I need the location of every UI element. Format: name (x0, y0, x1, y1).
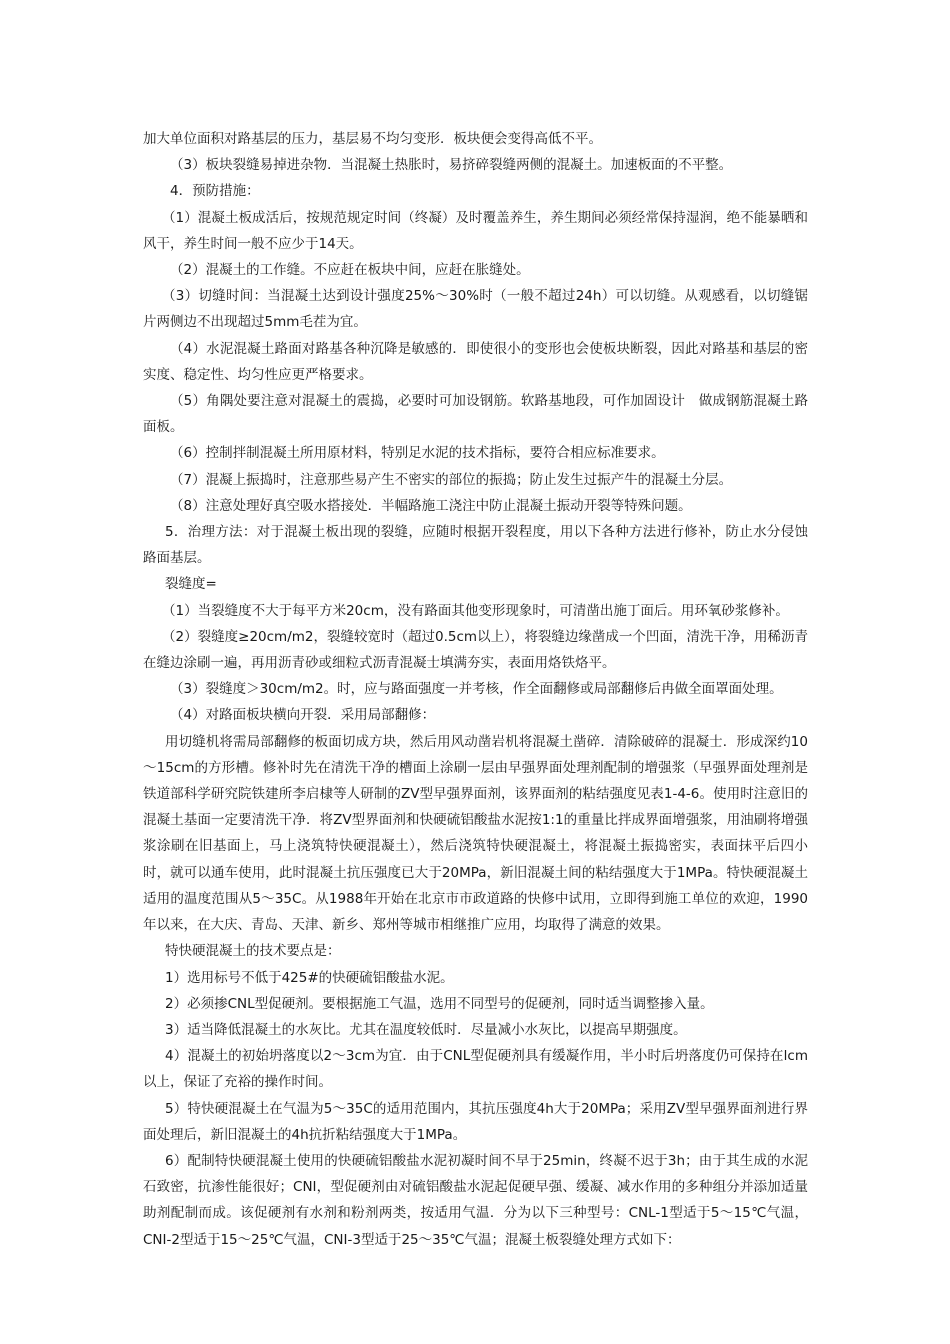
section-heading: 特快硬混凝土的技术要点是： (165, 943, 341, 960)
paragraph: （2）混凝土的工作缝。不应赶在板块中间，应赶在胀缝处。 (170, 262, 530, 279)
paragraph: （3）板块裂缝易掉进杂物．当混凝土热胀时，易挤碎裂缝两侧的混凝土。加速板面的不平整。 (170, 157, 733, 174)
paragraph: （7）混凝上振捣时，注意那些易产生不密实的部位的振捣；防止发生过振产牛的混凝土分层。 (170, 471, 733, 488)
document-body (143, 126, 808, 1253)
paragraph: （4）对路面板块横向开裂．采用局部翻修： (170, 707, 436, 724)
paragraph: （5）角隅处要注意对混凝土的震捣，必要时可加设钢筋。软路基地段，可作加固设计 做成钢筋混凝土路面板。 (143, 393, 808, 436)
paragraph: （3）切缝时间：当混凝土达到设计强度25%～30%时（一般不超过24h）可以切缝。从观感看，以切缝锯片两侧边不出现超过5mm毛茬为宜。 (143, 288, 808, 331)
list-item: 4）混凝土的初始坍落度以2～3cm为宜．由于CNL型促硬剂具有缓凝作用，半小时后坍落度仍可保持在lcm以上，保证了充裕的操作时间。 (143, 1048, 808, 1091)
formula-label: 裂缝度= (165, 576, 217, 593)
section-heading: 5．治理方法：对于混凝土板出现的裂缝，应随时根据开裂程度，用以下各种方法进行修补，防止水分侵蚀路面基层。 (143, 524, 808, 567)
list-item: 5）特快硬混凝土在气温为5～35C的适用范围内，其抗压强度4h大于20MPa；采用ZV型早强界面剂进行界面处理后，新旧混凝土的4h抗折粘结强度大于1MPa。 (143, 1100, 808, 1143)
list-item: 2）必须掺CNL型促硬剂。要根据施工气温，选用不同型号的促硬剂，同时适当调整掺入量。 (165, 995, 714, 1012)
paragraph: （8）注意处理好真空吸水搭接处．半幅路施工浇注中防止混凝土振动开裂等特殊问题。 (170, 497, 692, 514)
paragraph: （6）控制拌制混凝土所用原材料，特别足水泥的技术指标，要符合相应标准要求。 (170, 445, 665, 462)
paragraph: （2）裂缝度≥20cm/m2，裂缝较宽时（超过0.5cm以上），将裂缝边缘凿成一个凹面，清洗干净，用稀沥青在缝边涂刷一遍，再用沥青砂或细粒式沥青混凝士填满夯实，表面用烙铁烙平。 (143, 628, 808, 672)
list-item: 6）配制特快硬混凝土使用的快硬硫铝酸盐水泥初凝时间不早于25min，终凝不迟于3h；由于其生成的水泥石致密，抗渗性能很好；CNI，型促硬剂由对硫铝酸盐水泥起促硬早强、缓凝、减水作用的多种组分并添加适量助剂配制而成。该促硬剂有水剂和粉剂两类，按适用气温．分为以下三种型号：CNL-1型适于5～15℃气温，CNI-2型适于15～25℃气温，CNI-3型适于25～35℃气温；混凝土板裂缝处理方式如下： (143, 1152, 808, 1248)
paragraph: 用切缝机将需局部翻修的板面切成方块，然后用风动凿岩机将混凝土凿碎．清除破碎的混凝士．形成深约10～15cm的方形槽。修补时先在清洗干净的槽面上涂刷一层由早强界面处理剂配制的增强浆（早强界面处理剂是铁道部科学研究院铁建所李启棣等人研制的ZV型早强界面剂，该界面剂的粘结强度见表1-4-6。使用时注意旧的混凝土基面一定要清洗干净．将ZV型界面剂和快硬硫铝酸盐水泥按1:1的重量比拌成界面增强浆，用油刷将增强浆涂刷在旧基面上，马上浇筑特快硬混凝土），然后浇筑特快硬混凝土，将混凝土振捣密实，表面抹平后四小时，就可以通车使用，此时混凝土抗压强度已大于20MPa，新旧混凝土间的粘结强度大于1MPa。特快硬混凝土适用的温度范围从5～35C。从1988年开始在北京市市政道路的快修中试用，立即得到施工单位的欢迎，1990年以来，在大庆、青岛、天津、新乡、郑州等城市相继推广应用，均取得了满意的效果。 (143, 733, 808, 934)
paragraph: （3）裂缝度＞30cm/m2。时，应与路面强度一并考核，作全面翻修或局部翻修后冉做全面罩面处理。 (170, 681, 783, 698)
list-item: 3）适当降低混凝土的水灰比。尤其在温度较低时．尽量减小水灰比，以提高早期强度。 (165, 1021, 687, 1038)
paragraph: （1）当裂缝度不大于每平方米20cm，没有路面其他变形现象时，可清凿出施丁面后。用环氧砂浆修补。 (162, 602, 789, 619)
paragraph: 加大单位面积对路基层的压力，基层易不均匀变形．板块便会变得高低不平。 (143, 131, 602, 147)
paragraph: （1）混凝土板成活后，按规范规定时间（终凝）及时覆盖养生，养生期间必须经常保持湿润，绝不能暴晒和风干，养生时间一般不应少于14天。 (143, 209, 808, 252)
paragraph: （4）水泥混凝土路面对路基各种沉降是敏感的．即使很小的变形也会使板块断裂，因此对路基和基层的密实度、稳定性、均匀性应更严格要求。 (143, 340, 808, 383)
list-item: 1）选用标号不低于425#的快硬硫铝酸盐水泥。 (165, 969, 454, 986)
section-heading: 4．预防措施： (170, 183, 260, 200)
